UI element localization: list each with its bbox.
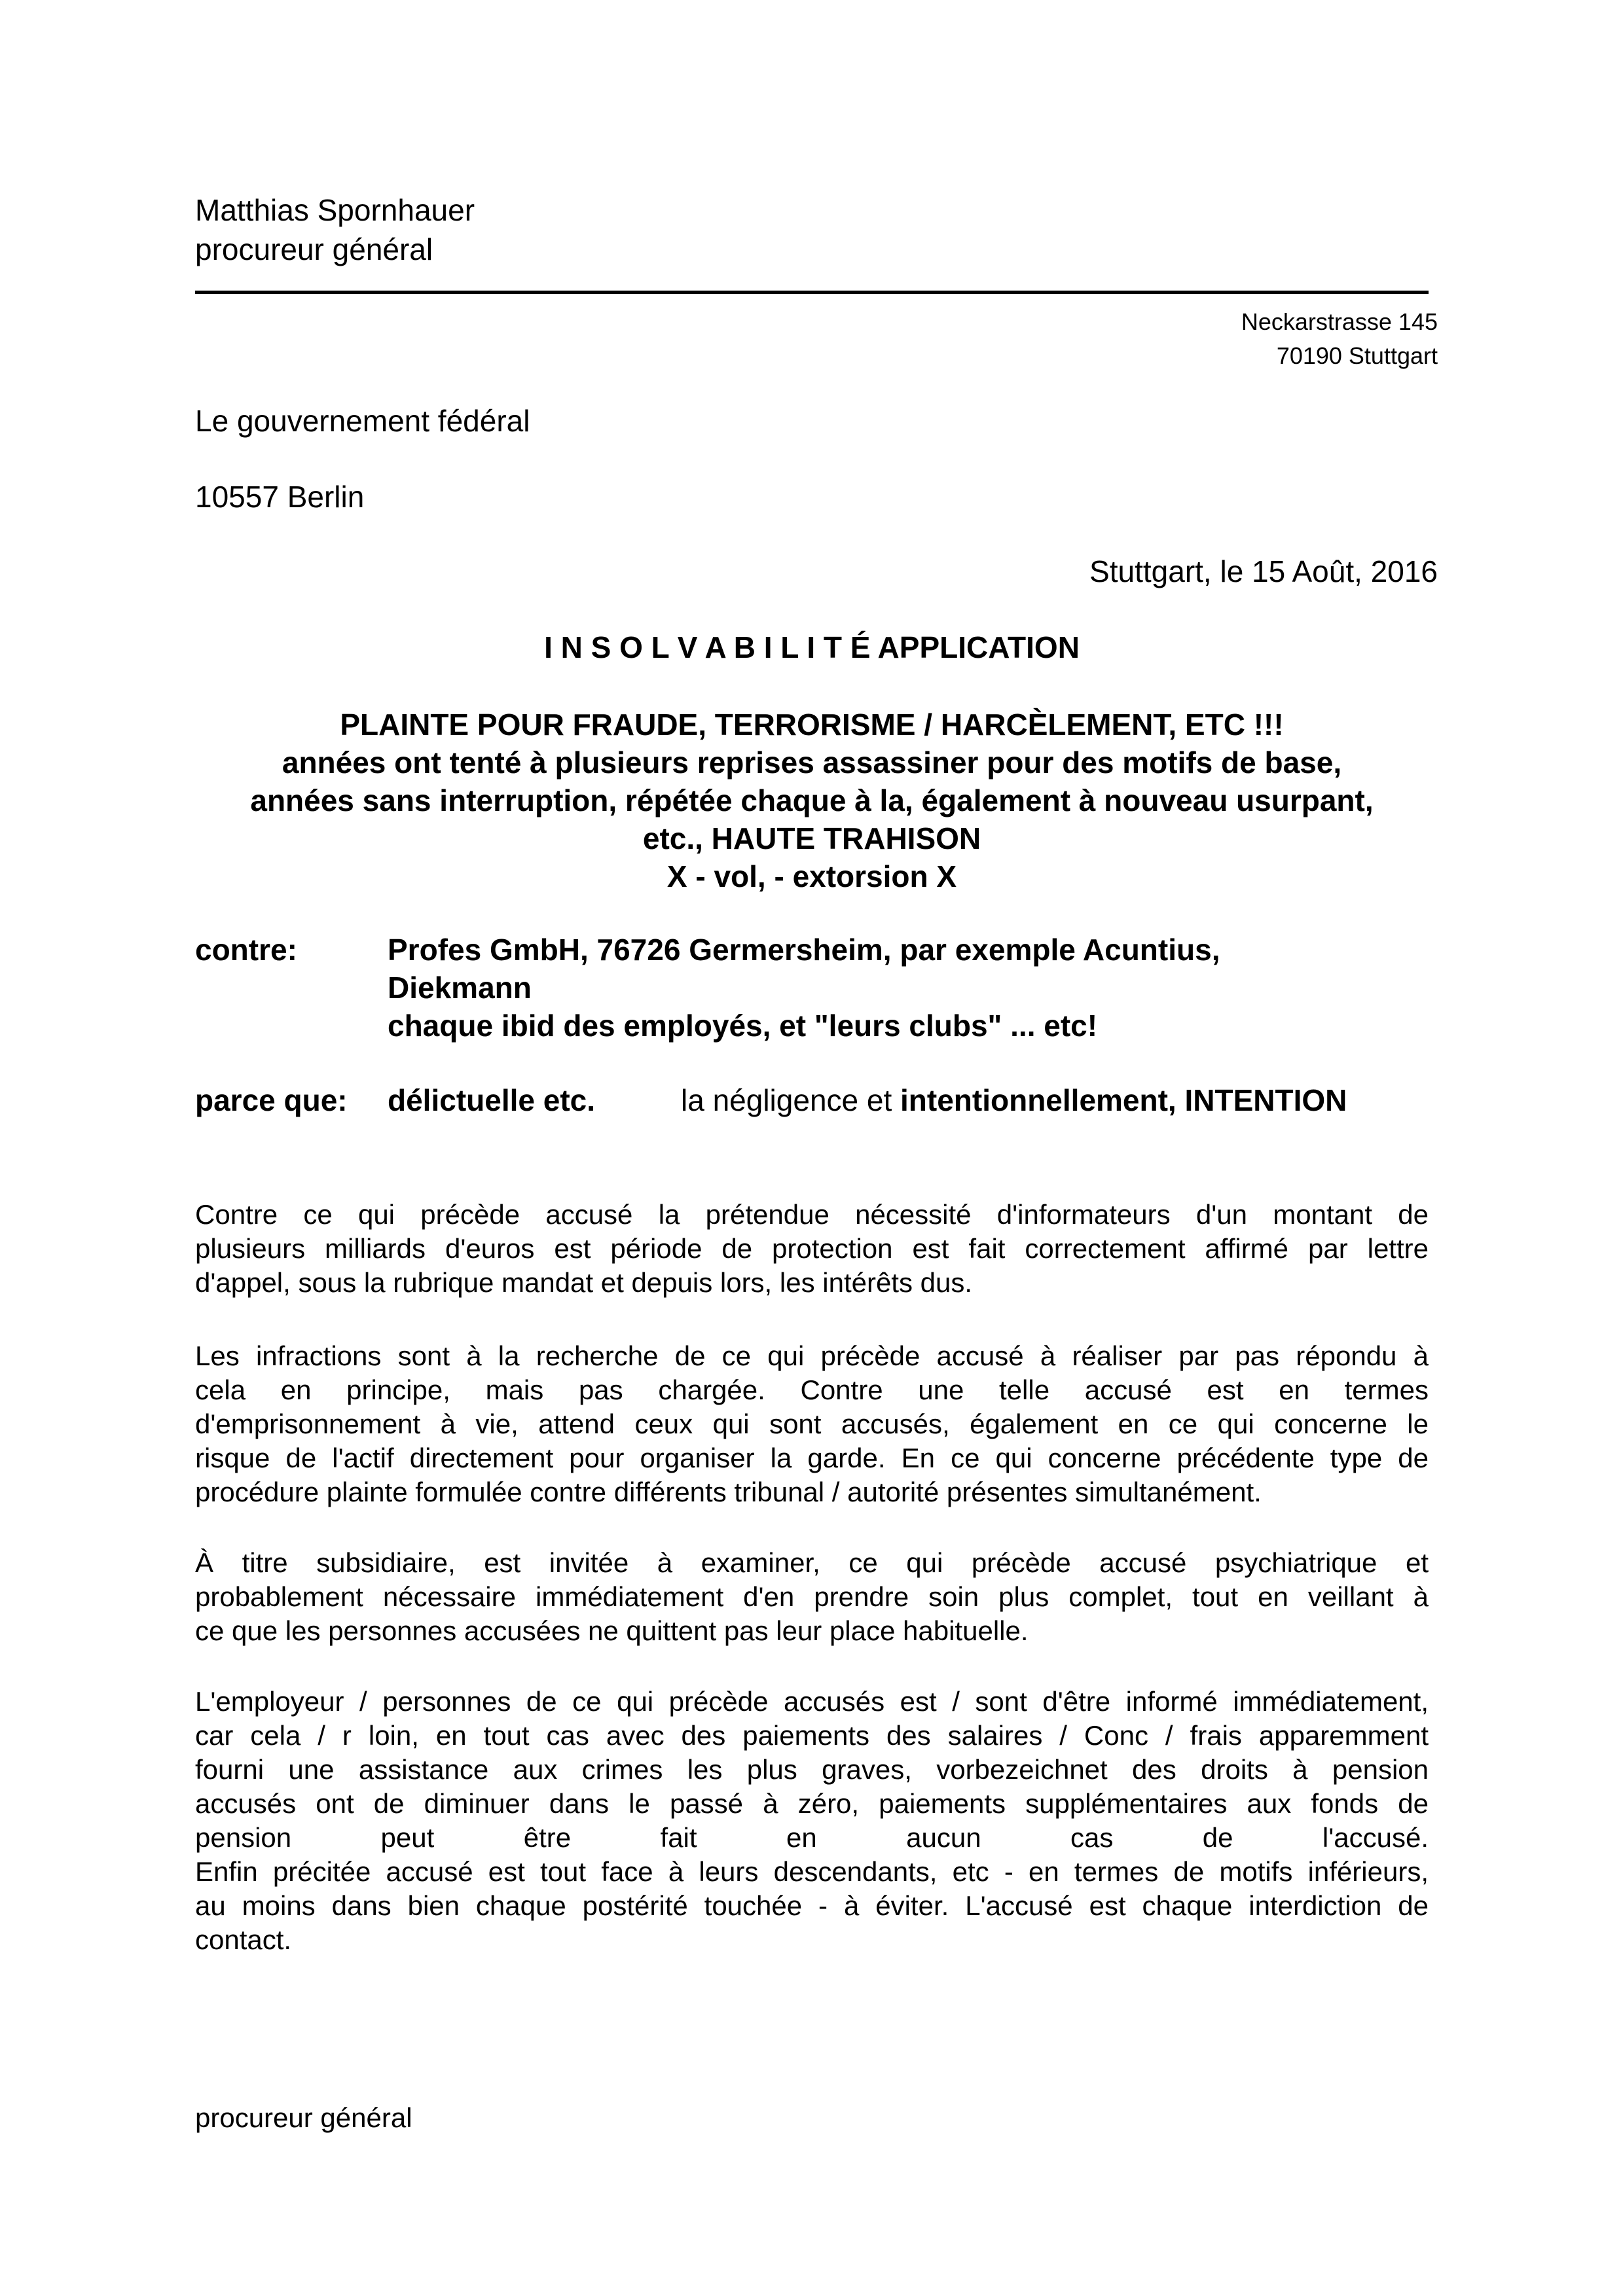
- paragraph-line: contact.: [195, 1924, 292, 1955]
- paragraph-line: Les infractions sont à la recherche de ce qui précède accusé à réaliser par pas répondu à: [195, 1340, 1429, 1371]
- paragraph-line: Enfin précitée accusé est tout face à leurs descendants, etc - en termes de motifs inférieurs,: [195, 1856, 1429, 1887]
- paragraph-line: L'employeur / personnes de ce qui précède accusés est / sont d'être informé immédiatement,: [195, 1686, 1429, 1717]
- against-parties: [388, 931, 1220, 1045]
- recipient-name: Le gouvernement fédéral: [195, 404, 530, 438]
- against-line: Profes GmbH, 76726 Germersheim, par exemple Acuntius,: [388, 933, 1220, 967]
- against-line: chaque ibid des employés, et "leurs clubs" ... etc!: [388, 1009, 1098, 1043]
- complaint-heading-line: X - vol, - extorsion X: [666, 859, 957, 893]
- sender-title: procureur général: [195, 232, 433, 266]
- paragraph-line: Contre ce qui précède accusé la prétendue nécessité d'informateurs d'un montant de: [195, 1199, 1429, 1230]
- paragraph-line: plusieurs milliards d'euros est période de protection est fait correctement affirmé par lettre: [195, 1233, 1429, 1264]
- paragraph-line: d'appel, sous la rubrique mandat et depuis lors, les intérêts dus.: [195, 1267, 973, 1298]
- against-line: Diekmann: [388, 971, 532, 1005]
- header-divider: [195, 291, 1429, 294]
- sender-postcode-city: 70190 Stuttgart: [1276, 342, 1438, 369]
- paragraph-line: accusés ont de diminuer dans le passé à zéro, paiements supplémentaires aux fonds de: [195, 1788, 1429, 1819]
- closing-signature: procureur général: [195, 2102, 412, 2133]
- sender-street: Neckarstrasse 145: [1241, 308, 1438, 335]
- paragraph-line: pension peut être fait en aucun cas de l'accusé.: [195, 1822, 1429, 1853]
- complaint-heading-line: PLAINTE POUR FRAUDE, TERRORISME / HARCÈLEMENT, ETC !!!: [340, 708, 1284, 742]
- body-paragraph-4: [195, 1685, 1429, 1957]
- paragraph-line: cela en principe, mais pas chargée. Contre une telle accusé est en termes: [195, 1374, 1429, 1405]
- paragraph-line: procédure plainte formulée contre différents tribunal / autorité présentes simultanément.: [195, 1477, 1262, 1507]
- because-reason-1: délictuelle etc.: [388, 1083, 596, 1117]
- complaint-heading-line: années sans interruption, répétée chaque à la, également à nouveau usurpant,: [250, 783, 1374, 817]
- because-reason-plain: la négligence et: [681, 1083, 901, 1117]
- paragraph-line: fourni une assistance aux crimes les plus graves, vorbezeichnet des droits à pension: [195, 1754, 1429, 1785]
- body-paragraph-2: [195, 1339, 1429, 1509]
- sender-name: Matthias Spornhauer: [195, 193, 475, 227]
- paragraph-line: car cela / r loin, en tout cas avec des paiements des salaires / Conc / frais apparemment: [195, 1720, 1429, 1751]
- complaint-heading-line: années ont tenté à plusieurs reprises assassiner pour des motifs de base,: [282, 745, 1342, 780]
- against-label: contre:: [195, 933, 297, 967]
- paragraph-line: d'emprisonnement à vie, attend ceux qui sont accusés, également en ce qui concerne le: [195, 1408, 1429, 1439]
- paragraph-line: risque de l'actif directement pour organiser la garde. En ce qui concerne précédente type de: [195, 1443, 1429, 1473]
- because-reason-bold: intentionnellement, INTENTION: [900, 1083, 1347, 1117]
- paragraph-line: probablement nécessaire immédiatement d'en prendre soin plus complet, tout en veillant à: [195, 1581, 1429, 1612]
- complaint-heading-line: etc., HAUTE TRAHISON: [642, 821, 981, 855]
- complaint-heading: [195, 706, 1429, 895]
- paragraph-line: À titre subsidiaire, est invitée à examiner, ce qui précède accusé psychiatrique et: [195, 1547, 1429, 1578]
- recipient-city: 10557 Berlin: [195, 480, 365, 514]
- sender-address: [1241, 305, 1438, 373]
- paragraph-line: au moins dans bien chaque postérité touchée - à éviter. L'accusé est chaque interdiction de: [195, 1890, 1429, 1921]
- body-paragraph-3: [195, 1546, 1429, 1648]
- because-label: parce que:: [195, 1083, 348, 1117]
- document-heading: I N S O L V A B I L I T É APPLICATION: [544, 630, 1080, 664]
- because-reason-2: [681, 1081, 1347, 1119]
- date-line: Stuttgart, le 15 Août, 2016: [1089, 554, 1438, 588]
- paragraph-line: ce que les personnes accusées ne quittent pas leur place habituelle.: [195, 1615, 1029, 1646]
- body-paragraph-1: [195, 1198, 1429, 1300]
